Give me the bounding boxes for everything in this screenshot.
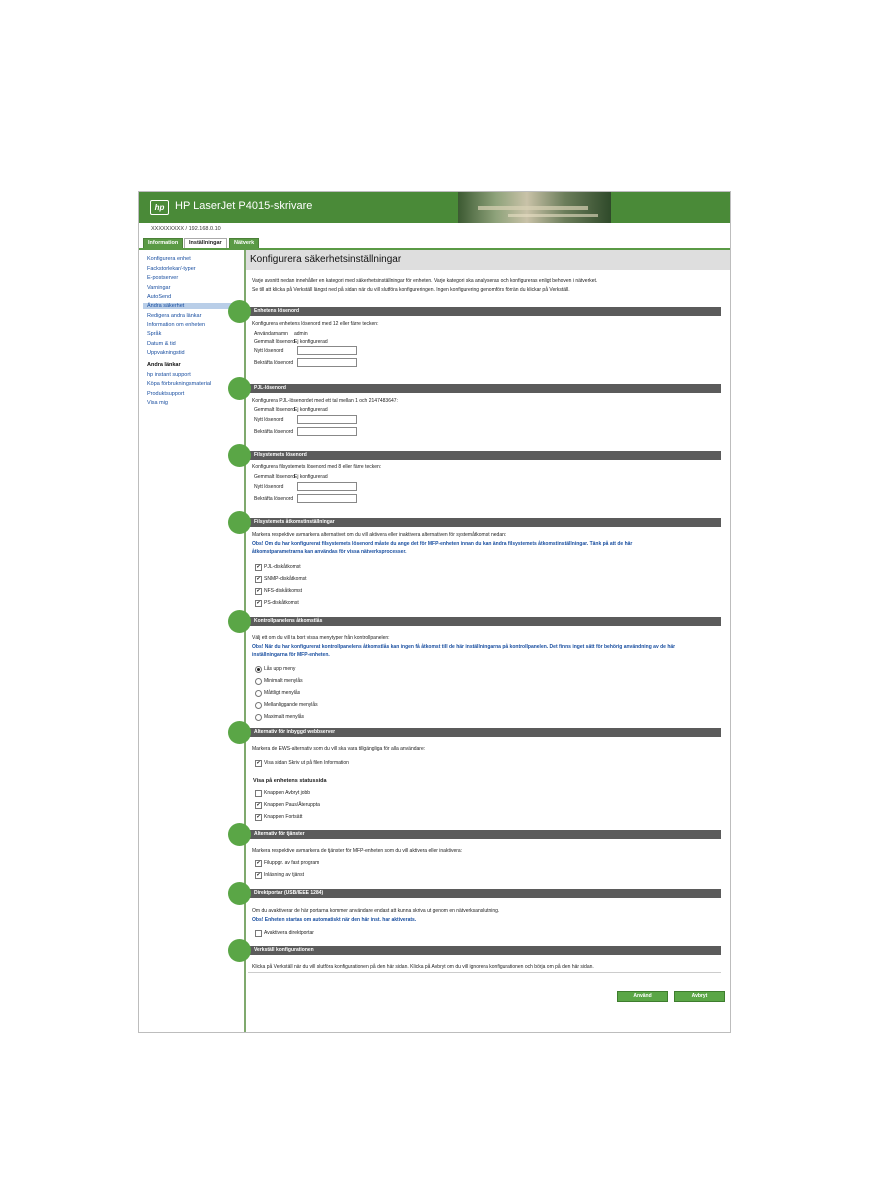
- fs-access-note-1: Obs! Om du har konfigurerat filsystemets lösenord måste du ange det för MFP-enheten innan du kan ändra filsystemets åtkomstinställningar. Tänk på att de här: [252, 541, 633, 547]
- sidebar-item-product-support[interactable]: Produktsupport: [147, 391, 185, 397]
- disable-direct-ports-checkbox[interactable]: [255, 930, 262, 937]
- sidebar-item-device-info[interactable]: Information om enheten: [147, 322, 206, 328]
- header-photo: [458, 192, 611, 223]
- sidebar-item-date-time[interactable]: Datum & tid: [147, 341, 176, 347]
- disable-direct-ports-label: Avaktivera direktportar: [264, 930, 314, 936]
- sidebar: [139, 250, 246, 1032]
- continue-button-checkbox[interactable]: ✔: [256, 814, 261, 820]
- maximum-lock-radio[interactable]: [255, 714, 262, 721]
- sidebar-item-email-server[interactable]: E-postserver: [147, 275, 179, 281]
- section-header-filesystem-password: Filsystemets lösenord: [248, 451, 721, 460]
- pjl-disk-access-checkbox[interactable]: ✔: [256, 564, 261, 570]
- sidebar-item-buy-supplies[interactable]: Köpa förbrukningsmaterial: [147, 381, 212, 387]
- section-header-services: Alternativ för tjänster: [248, 830, 721, 839]
- confirm-password-label: Bekräfta lösenord: [254, 360, 294, 366]
- section-header-pjl-password: PJL-lösenord: [248, 384, 721, 393]
- saved-password-value: Ej konfigurerad: [294, 339, 328, 345]
- show-print-info-checkbox[interactable]: ✔: [256, 760, 261, 766]
- fs-saved-value: Ej konfigurerad: [294, 474, 328, 480]
- saved-password-label: Gemmalt lösenord: [254, 339, 295, 345]
- nfs-disk-access-label: NFS-diskåtkomst: [264, 588, 303, 594]
- header-bar: [139, 192, 730, 223]
- page-title: Konfigurera säkerhetsinställningar: [246, 250, 730, 270]
- fs-confirm-label: Bekräfta lösenord: [254, 496, 294, 502]
- firmware-upgrade-label: Filuppgr. av fast program: [264, 860, 320, 866]
- browser-frame: [138, 191, 731, 1033]
- device-address: XXXXXXXXX / 192.168.0.10: [151, 226, 221, 232]
- username-value: admin: [294, 331, 308, 337]
- pause-resume-label: Knappen Paus/Återuppta: [264, 802, 320, 808]
- main-content: [246, 250, 730, 1032]
- cancel-button[interactable]: Avbryt: [674, 991, 725, 1002]
- moderate-lock-radio[interactable]: [255, 690, 262, 697]
- unlock-menu-radio[interactable]: [255, 666, 262, 673]
- sidebar-item-edit-links[interactable]: Redigera andra länkar: [147, 313, 202, 319]
- pjl-confirm-label: Bekräfta lösenord: [254, 429, 294, 435]
- username-label: Användarnamn: [254, 331, 288, 337]
- filesystem-password-desc: Konfigurera filsystemets lösenord med 8 eller färre tecken:: [252, 464, 382, 470]
- sidebar-item-alerts[interactable]: Varningar: [147, 285, 171, 291]
- pjl-saved-value: Ej konfigurerad: [294, 407, 328, 413]
- hp-logo-icon: hp: [150, 200, 169, 215]
- nfs-disk-access-checkbox[interactable]: ✔: [256, 588, 261, 594]
- intermediate-lock-radio[interactable]: [255, 702, 262, 709]
- tab-network[interactable]: Nätverk: [229, 238, 259, 249]
- ews-desc: Markera de EWS-alternativ som du vill ska vara tillgängliga för alla användare:: [252, 746, 426, 752]
- intro-text-2: Se till att klicka på Verkställ längst ned på sidan när du vill slutföra konfigureringen. Ingen konfigurering genomförs förrän du klickar på Verkställ.: [252, 287, 570, 293]
- cancel-job-button-checkbox[interactable]: [255, 790, 262, 797]
- sidebar-item-autosend[interactable]: AutoSend: [147, 294, 172, 300]
- sidebar-item-security[interactable]: Ändra säkerhet: [143, 303, 239, 309]
- sidebar-item-wake-time[interactable]: Uppvakningstid: [147, 350, 185, 356]
- new-password-label: Nytt lösenord: [254, 348, 284, 354]
- show-print-info-label: Visa sidan Skriv ut på filen Information: [264, 760, 349, 766]
- new-password-input[interactable]: [297, 346, 357, 355]
- callout-circle: [228, 939, 251, 962]
- callout-circle: [228, 882, 251, 905]
- snmp-disk-access-checkbox[interactable]: ✔: [256, 576, 261, 582]
- fs-access-desc: Markera respektive avmarkera alternativet om du vill aktivera eller inaktivera alternativen för systemåtkomst nedan:: [252, 532, 507, 538]
- callout-circle: [228, 444, 251, 467]
- section-header-filesystem-access: Filsystemets åtkomstinställningar: [248, 518, 721, 527]
- service-load-checkbox[interactable]: ✔: [256, 872, 261, 878]
- snmp-disk-access-label: SNMP-diskåtkomst: [264, 576, 307, 582]
- minimal-lock-label: Minimalt menylås: [264, 678, 303, 684]
- pjl-disk-access-label: PJL-diskåtkomst: [264, 564, 301, 570]
- pjl-password-desc: Konfigurera PJL-lösenordet med ett tal mellan 1 och 2147483647:: [252, 398, 398, 404]
- ps-disk-access-checkbox[interactable]: ✔: [256, 600, 261, 606]
- section-header-device-password: Enhetens lösenord: [248, 307, 721, 316]
- direct-ports-desc: Om du avaktiverar de här portarna kommer användare endast att kunna skriva ut genom en nätverksanslutning.: [252, 908, 500, 914]
- intro-text-1: Varje avsnitt nedan innehåller en kategori med säkerhetsinställningar för enheten. Varje kategori ska analyseras och konfigureras enligt behoven i nätverket.: [252, 278, 598, 284]
- pjl-saved-label: Gemmalt lösenord: [254, 407, 295, 413]
- section-header-ews-options: Alternativ för inbyggd webbserver: [248, 728, 721, 737]
- confirm-password-input[interactable]: [297, 358, 357, 367]
- callout-circle: [228, 511, 251, 534]
- status-page-subheading: Visa på enhetens statussida: [253, 778, 327, 784]
- fs-access-note-2: åtkomstparametrarna kan användas för vissa nätverksprocesser.: [252, 549, 407, 555]
- sidebar-other-heading: Andra länkar: [147, 362, 181, 368]
- fs-confirm-input[interactable]: [297, 494, 357, 503]
- footer-divider: [248, 972, 721, 973]
- callout-circle: [228, 300, 251, 323]
- sidebar-item-language[interactable]: Språk: [147, 331, 162, 337]
- pjl-new-input[interactable]: [297, 415, 357, 424]
- service-load-label: Inläsning av tjänst: [264, 872, 305, 878]
- apply-button[interactable]: Använd: [617, 991, 668, 1002]
- device-password-desc: Konfigurera enhetens lösenord med 12 eller färre tecken:: [252, 321, 379, 327]
- ps-disk-access-label: PS-diskåtkomst: [264, 600, 299, 606]
- control-panel-note-2: inställningarna för MFP-enheten.: [252, 652, 330, 658]
- direct-ports-note: Obs! Enheten startas om automatiskt när den här inst. har aktiverats.: [252, 917, 417, 923]
- section-header-control-panel-lock: Kontrollpanelens åtkomstlås: [248, 617, 721, 626]
- apply-config-desc: Klicka på Verkställ när du vill slutföra konfigurationen på den här sidan. Klicka på Avbryt om du vill ignorera konfigurationen och börja om på den här sidan.: [252, 964, 594, 970]
- continue-button-label: Knappen Fortsätt: [264, 814, 303, 820]
- sidebar-item-tray-sizes[interactable]: Fackstorlekar/-typer: [147, 266, 196, 272]
- maximum-lock-label: Maximalt menylås: [264, 714, 305, 720]
- callout-circle: [228, 721, 251, 744]
- cancel-job-button-label: Knappen Avbryt jobb: [264, 790, 311, 796]
- sidebar-item-show-me[interactable]: Visa mig: [147, 400, 168, 406]
- callout-circle: [228, 610, 251, 633]
- intermediate-lock-label: Mellanliggande menylås: [264, 702, 318, 708]
- control-panel-note-1: Obs! När du har konfigurerat kontrollpanelens åtkomstlås kan ingen få åtkomst till de här inställningarna på kontrollpanelen. Det finns inget sätt för behörig användning av de här: [252, 644, 676, 650]
- section-header-direct-ports: Direktportar (USB/IEEE 1284): [248, 889, 721, 898]
- fs-new-input[interactable]: [297, 482, 357, 491]
- fs-saved-label: Gemmalt lösenord: [254, 474, 295, 480]
- pause-resume-checkbox[interactable]: ✔: [256, 802, 261, 808]
- pjl-new-label: Nytt lösenord: [254, 417, 284, 423]
- tab-settings[interactable]: Inställningar: [184, 238, 227, 248]
- callout-circle: [228, 823, 251, 846]
- callout-circle: [228, 377, 251, 400]
- product-title: HP LaserJet P4015-skrivare: [175, 200, 313, 212]
- sidebar-item-configure-device[interactable]: Konfigurera enhet: [147, 256, 191, 262]
- minimal-lock-radio[interactable]: [255, 678, 262, 685]
- firmware-upgrade-checkbox[interactable]: ✔: [256, 860, 261, 866]
- control-panel-desc: Välj ett om du vill ta bort vissa menytyper från kontrollpanelen:: [252, 635, 390, 641]
- section-header-apply-config: Verkställ konfigurationen: [248, 946, 721, 955]
- fs-new-label: Nytt lösenord: [254, 484, 284, 490]
- moderate-lock-label: Måttligt menylås: [264, 690, 301, 696]
- unlock-menu-label: Lås upp meny: [264, 666, 296, 672]
- tab-information[interactable]: Information: [143, 238, 183, 249]
- sidebar-item-instant-support[interactable]: hp instant support: [147, 372, 191, 378]
- pjl-confirm-input[interactable]: [297, 427, 357, 436]
- services-desc: Markera respektive avmarkera de tjänster för MFP-enheten som du vill aktivera eller inaktivera:: [252, 848, 463, 854]
